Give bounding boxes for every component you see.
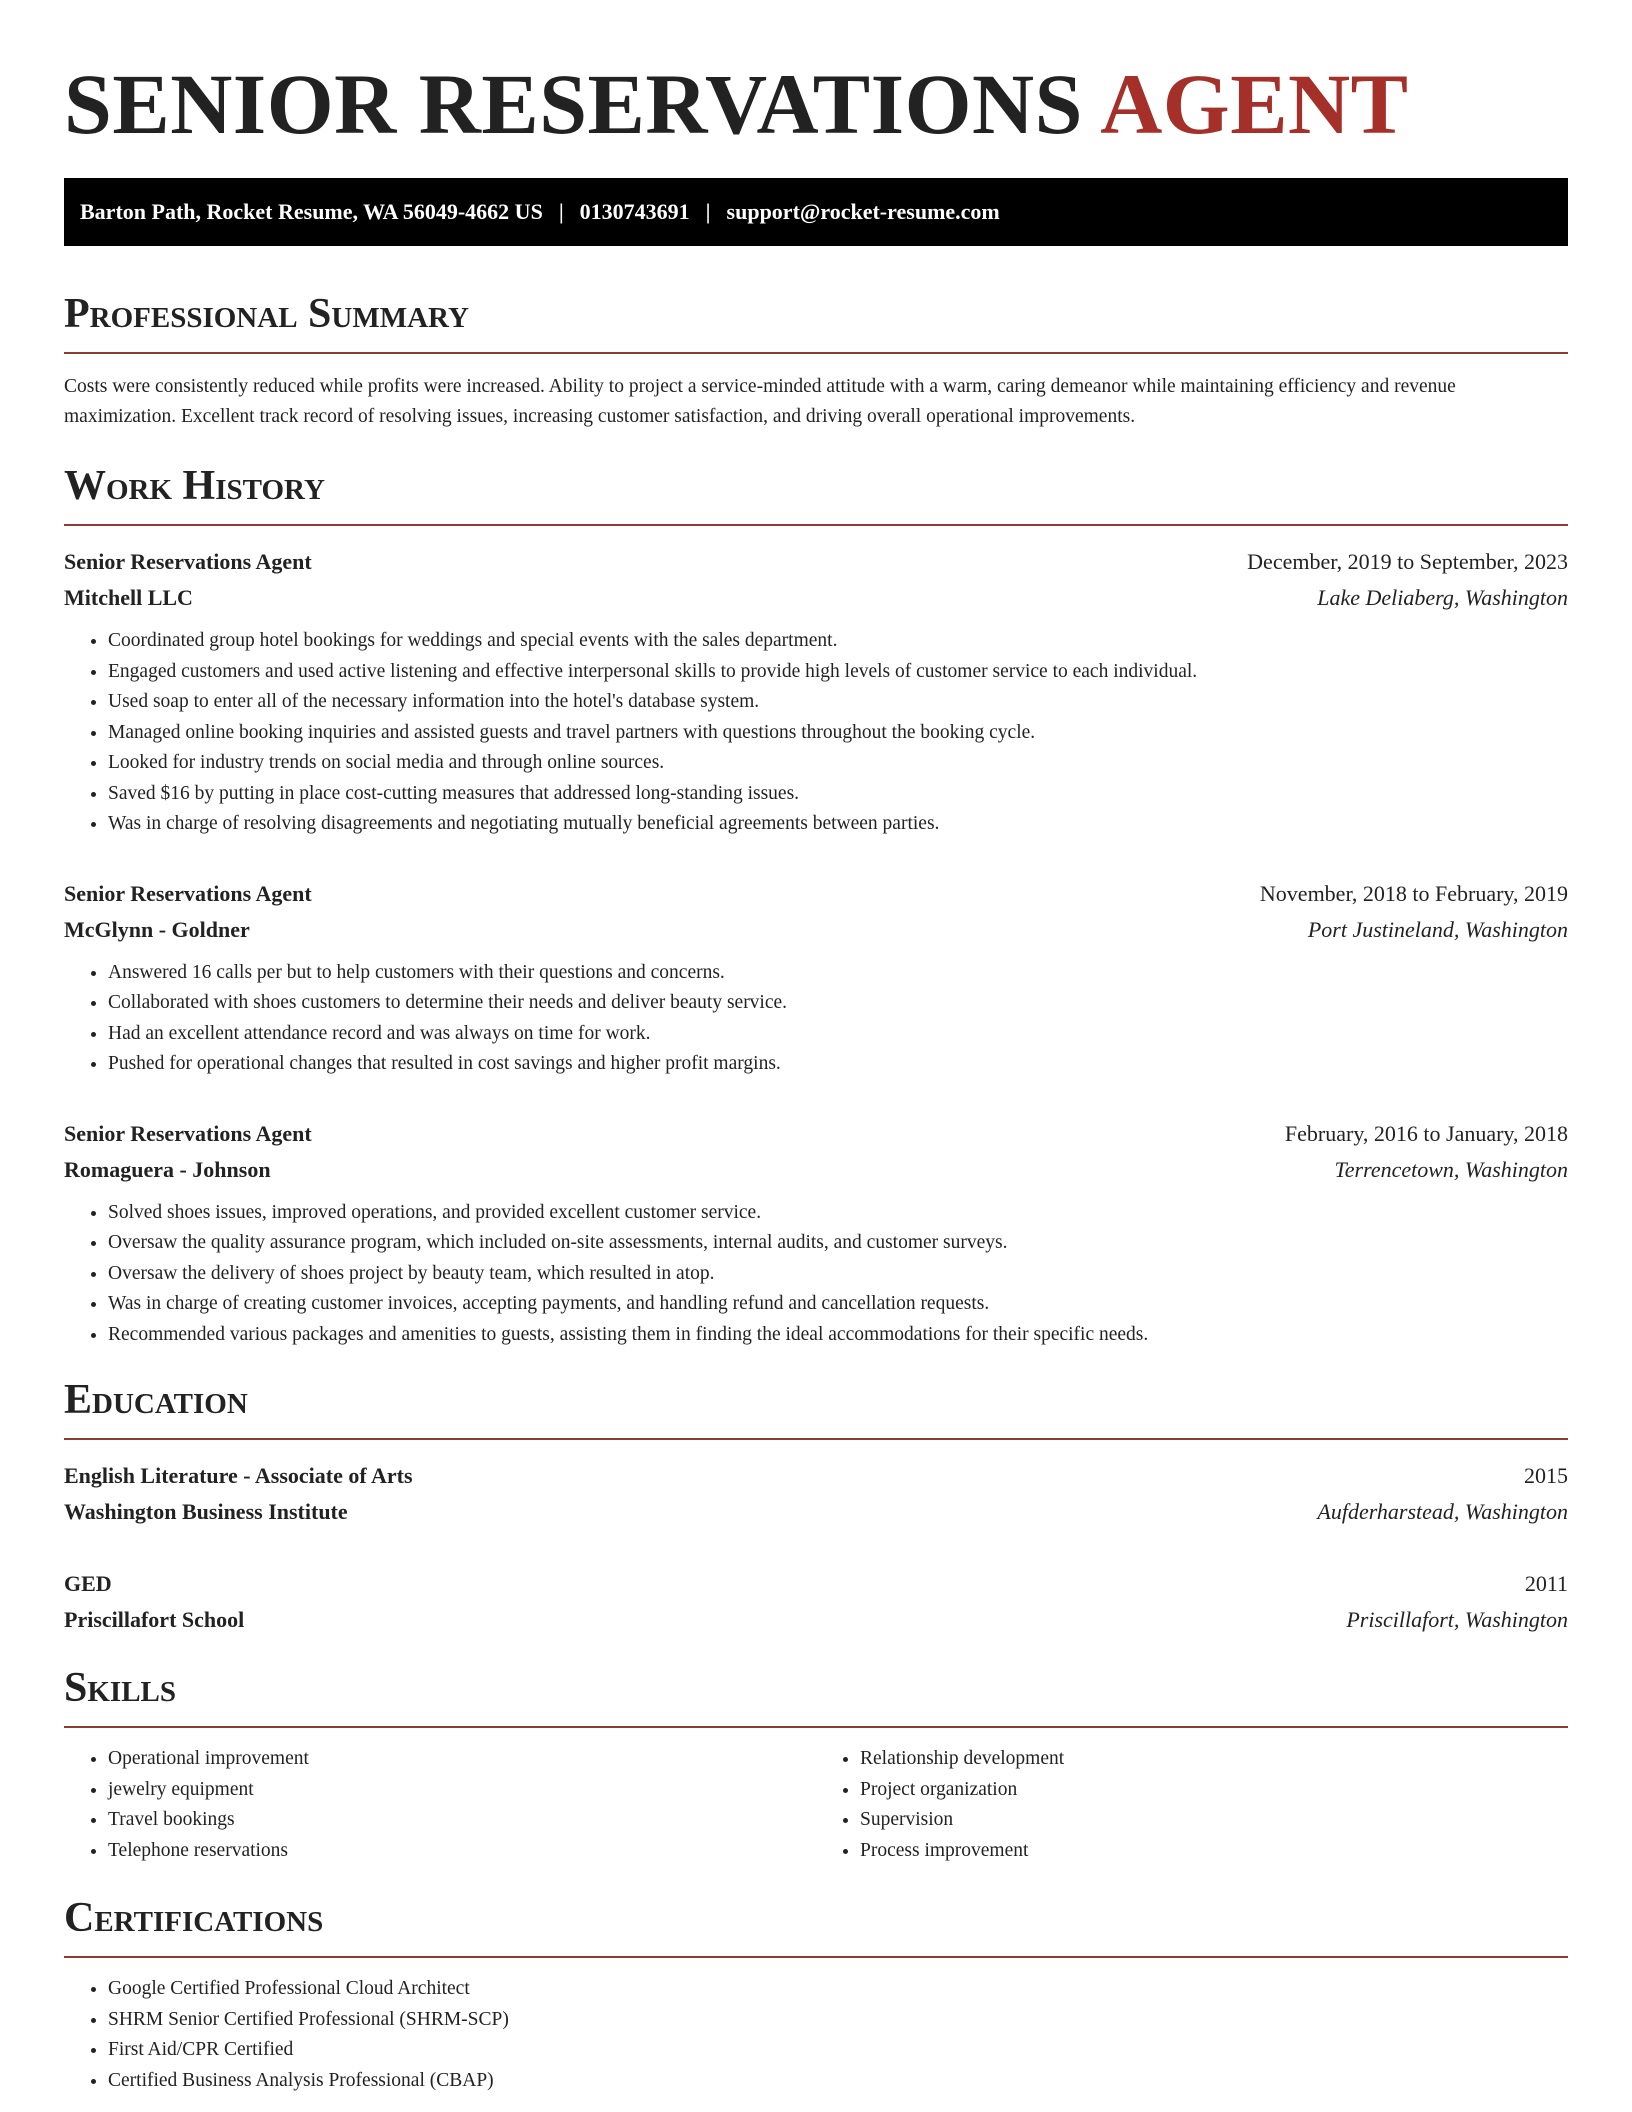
summary-text: Costs were consistently reduced while profits were increased. Ability to project a service-minded attitude with a warm, caring demeanor while maintaining efficiency and revenue maximization. Excellent track record of resolving issues, increasing customer satisfaction, and driving overall operational improvements. <box>64 376 1456 427</box>
list-item: • Managed online booking inquiries and assisted guests and travel partners with questions throughout the booking cycle. <box>108 718 1568 749</box>
education-location: Priscillafort, Washington <box>1346 1607 1568 1632</box>
list-item: • Used soap to enter all of the necessary information into the hotel's database system. <box>108 687 1568 718</box>
list-item: • Operational improvement <box>108 1744 816 1775</box>
job-company: Romaguera - Johnson <box>64 1156 271 1182</box>
section-heading: Skills <box>64 1664 1568 1728</box>
list-item: • jewelry equipment <box>108 1775 816 1806</box>
list-item: • SHRM Senior Certified Professional (SHRM-SCP) <box>108 2005 1568 2036</box>
education-entry <box>64 1566 1568 1638</box>
job-location: Terrencetown, Washington <box>1334 1156 1568 1182</box>
list-item: • Certified Business Analysis Professional (CBAP) <box>108 2066 1568 2097</box>
contact-bar <box>64 178 1568 246</box>
job-bullets <box>64 1198 1568 1351</box>
job-dates: November, 2018 to February, 2019 <box>1259 880 1568 906</box>
education-entry <box>64 1458 1568 1530</box>
list-item: • Pushed for operational changes that resulted in cost savings and higher profit margins. <box>108 1049 1568 1080</box>
list-item: • Project organization <box>860 1775 1568 1806</box>
section-heading: Work History <box>64 462 1568 526</box>
job-company: McGlynn - Goldner <box>64 916 250 942</box>
education-location: Aufderharstead, Washington <box>1317 1499 1568 1524</box>
list-item: • Recommended various packages and amenities to guests, assisting them in finding the ideal accommodations for their specific needs. <box>108 1320 1568 1351</box>
list-item: • Oversaw the quality assurance program, which included on-site assessments, internal audits, and customer surveys. <box>108 1228 1568 1259</box>
list-item: • First Aid/CPR Certified <box>108 2035 1568 2066</box>
education-degree: GED <box>64 1571 112 1596</box>
job-title: Senior Reservations Agent <box>64 549 312 574</box>
skills-list-left <box>64 1744 816 1866</box>
section-heading: Certifications <box>64 1894 1568 1958</box>
list-item: • Supervision <box>860 1805 1568 1836</box>
certifications-list <box>64 1974 1568 2096</box>
contact-address: Barton Path, Rocket Resume, WA 56049-4662 US <box>80 199 543 224</box>
contact-separator: | <box>705 199 711 224</box>
skills-columns <box>64 1744 1568 1866</box>
education-year: 2011 <box>1524 1571 1568 1596</box>
job-entry <box>64 876 1568 1080</box>
skills-section <box>64 1664 1568 1866</box>
list-item: • Travel bookings <box>108 1805 816 1836</box>
job-company: Mitchell LLC <box>64 585 193 610</box>
list-item: • Was in charge of creating customer invoices, accepting payments, and handling refund and cancellation requests. <box>108 1289 1568 1320</box>
skills-list-right <box>816 1744 1568 1866</box>
list-item: • Looked for industry trends on social media and through online sources. <box>108 748 1568 779</box>
job-bullets <box>64 626 1568 840</box>
job-title: Senior Reservations Agent <box>64 880 312 906</box>
list-item: • Was in charge of resolving disagreements and negotiating mutually beneficial agreements between parties. <box>108 809 1568 840</box>
resume-title <box>64 58 1568 150</box>
list-item: • Coordinated group hotel bookings for weddings and special events with the sales department. <box>108 626 1568 657</box>
job-dates: February, 2016 to January, 2018 <box>1284 1120 1568 1146</box>
list-item: • Relationship development <box>860 1744 1568 1775</box>
list-item: • Collaborated with shoes customers to determine their needs and deliver beauty service. <box>108 988 1568 1019</box>
education-school: Washington Business Institute <box>64 1499 348 1524</box>
job-location: Lake Deliaberg, Washington <box>1317 585 1568 610</box>
education-section <box>64 1376 1568 1638</box>
title-main: SENIOR RESERVATIONS <box>64 56 1083 152</box>
title-accent: AGENT <box>1100 56 1409 152</box>
section-heading: Education <box>64 1376 1568 1440</box>
list-item: • Answered 16 calls per but to help customers with their questions and concerns. <box>108 958 1568 989</box>
education-year: 2015 <box>1524 1463 1568 1488</box>
job-bullets <box>64 958 1568 1080</box>
contact-phone: 0130743691 <box>579 199 690 224</box>
education-degree: English Literature - Associate of Arts <box>64 1463 413 1488</box>
list-item: • Process improvement <box>860 1836 1568 1867</box>
list-item: • Telephone reservations <box>108 1836 816 1867</box>
list-item: • Google Certified Professional Cloud Architect <box>108 1974 1568 2005</box>
contact-separator: | <box>558 199 564 224</box>
list-item: • Engaged customers and used active listening and effective interpersonal skills to provide high levels of customer service to each individual. <box>108 657 1568 688</box>
certifications-section <box>64 1894 1568 2096</box>
job-title: Senior Reservations Agent <box>64 1120 312 1146</box>
job-location: Port Justineland, Washington <box>1307 916 1568 942</box>
list-item: • Had an excellent attendance record and was always on time for work. <box>108 1019 1568 1050</box>
section-heading: Professional Summary <box>64 290 1568 354</box>
job-entry <box>64 1116 1568 1351</box>
contact-email: support@rocket-resume.com <box>726 199 1000 224</box>
work-history-section <box>64 462 1568 1350</box>
education-school: Priscillafort School <box>64 1607 245 1632</box>
list-item: • Oversaw the delivery of shoes project by beauty team, which resulted in atop. <box>108 1259 1568 1290</box>
list-item: • Saved $16 by putting in place cost-cutting measures that addressed long-standing issues. <box>108 779 1568 810</box>
job-dates: December, 2019 to September, 2023 <box>1247 549 1568 574</box>
job-entry <box>64 544 1568 840</box>
list-item: • Solved shoes issues, improved operations, and provided excellent customer service. <box>108 1198 1568 1229</box>
summary-section <box>64 290 1568 432</box>
